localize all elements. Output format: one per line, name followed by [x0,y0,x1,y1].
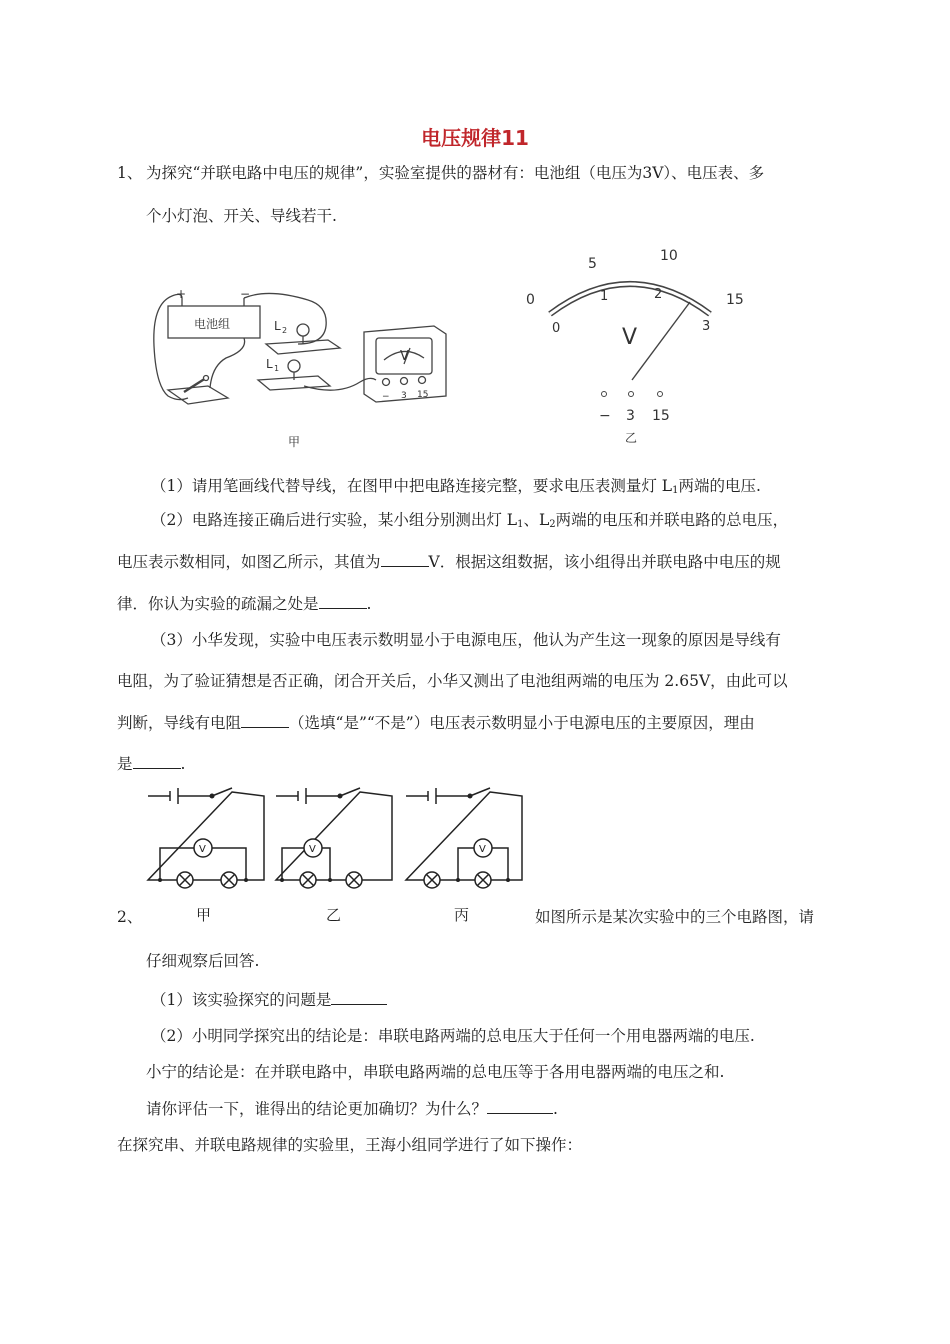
battery-plus: + [176,287,187,301]
q1-number: 1、 [117,164,143,182]
answer-blank-reason[interactable] [133,754,181,769]
circuit-bing [406,788,522,888]
q1-part3-line1: （3）小华发现，实验中电压表示数明显小于电源电压，他认为产生这一现象的原因是导线有 [151,631,781,649]
dial-terminal-3 [629,392,634,397]
outer-scale-5: 5 [588,256,597,272]
dial-needle [632,302,690,380]
inner-scale-3: 3 [702,319,711,334]
wire-to-meter [304,378,376,390]
footer-intro: 在探究串、并联电路规律的实验里，王海小组同学进行了如下操作： [117,1136,583,1154]
lamp2-label: L [274,319,281,333]
answer-blank-evaluate[interactable] [487,1099,553,1114]
meter-bing-label: V [479,844,486,855]
answer-blank-is-or-not[interactable] [241,713,289,728]
terminal-label-3: 3 [401,391,407,401]
page-title: 电压规律11 [421,126,529,150]
q2-sub1: （1）该实验探究的问题是 [151,990,387,1010]
dial-terminal-label-minus: − [599,408,611,424]
terminal-3 [401,378,408,385]
q2-circuits [140,786,532,928]
lamp1-sub: 1 [274,364,280,373]
outer-scale-10: 10 [660,248,678,264]
meter-yi-label: V [309,844,316,855]
answer-blank-question[interactable] [331,990,387,1005]
wire-top-right [244,293,326,344]
q1-part1: （1）请用笔画线代替导线，在图甲中把电路连接完整，要求电压表测量灯 $L_1$两端的电压. [151,477,761,496]
meter-jia-label: V [199,844,206,855]
circuit-yi-caption: 乙 [326,906,342,924]
q1-part2-line3: 律．你认为实验的疏漏之处是 . [117,595,372,613]
q2-sub2: （2）小明同学探究出的结论是：串联电路两端的总电压大于任何一个用电器两端的电压. [151,1027,755,1045]
dial-terminal-label-15: 15 [652,408,670,424]
inner-scale-2: 2 [654,287,663,302]
lamp1-label: L [266,357,273,371]
battery-minus: − [240,287,251,301]
wire-left [154,294,188,399]
terminal-minus [383,379,390,386]
q2-sub4: 请你评估一下，谁得出的结论更加确切？为什么？ . [146,1100,558,1118]
outer-scale-0: 0 [526,292,535,308]
q1-part2-line2: 电压表示数相同，如图乙所示，其值为 V．根据这组数据，该小组得出并联电路中电压的规 [117,553,781,571]
outer-scale-15: 15 [726,292,744,308]
answer-blank-flaw[interactable] [319,594,367,609]
dial-terminal-minus [602,392,607,397]
dial-letter: V [622,325,638,350]
switch-base [168,386,228,404]
inner-scale-1: 1 [600,289,609,304]
inner-scale-0: 0 [552,321,561,336]
q2-intro-line1: 如图所示是某次实验中的三个电路图，请 [535,908,815,926]
circuit-jia [148,788,264,888]
q2-sub3: 小宁的结论是：在并联电路中，串联电路两端的总电压等于各用电器两端的电压之和. [146,1063,725,1081]
lamp2-sub: 2 [282,326,288,335]
voltmeter-letter: V [400,349,409,364]
circuit-jia-caption: 甲 [196,906,212,924]
circuit-bing-caption: 丙 [454,906,470,924]
q1-part3-line2: 电阻，为了验证猜想是否正确，闭合开关后，小华又测出了电池组两端的电压为 2.65V，由此可以 [117,672,788,690]
answer-blank-voltage[interactable] [381,552,429,567]
figure-jia-caption: 甲 [288,435,301,449]
terminal-label-minus: − [382,392,390,402]
figure-yi-dial [520,244,760,450]
figure-jia-circuit [148,286,453,452]
dial-terminal-15 [658,392,663,397]
wire-mid [210,338,245,388]
q2-number: 2、 [117,908,143,926]
circuit-yi [276,788,392,888]
q1-part3-line3: 判断，导线有电阻 （选填“是”“不是”）电压表示数明显小于电源电压的主要原因，理由 [117,714,755,732]
terminal-label-15: 15 [417,390,429,400]
q1-intro-line2: 个小灯泡、开关、导线若干. [146,207,337,225]
q1-intro-line1: 为探究“并联电路中电压的规律”，实验室提供的器材有：电池组（电压为3V）、电压表、多 [146,164,765,182]
q2-intro-line2: 仔细观察后回答. [146,952,260,970]
battery-label: 电池组 [194,317,231,331]
q1-part2-line1: （2）电路连接正确后进行实验，某小组分别测出灯 $L_1$、$L_2$两端的电压和并联电路的总电压， [151,511,789,530]
q1-part3-line4: 是 . [117,755,186,773]
terminal-15 [419,377,426,384]
figure-yi-caption: 乙 [625,431,638,445]
dial-terminal-label-3: 3 [626,408,635,424]
